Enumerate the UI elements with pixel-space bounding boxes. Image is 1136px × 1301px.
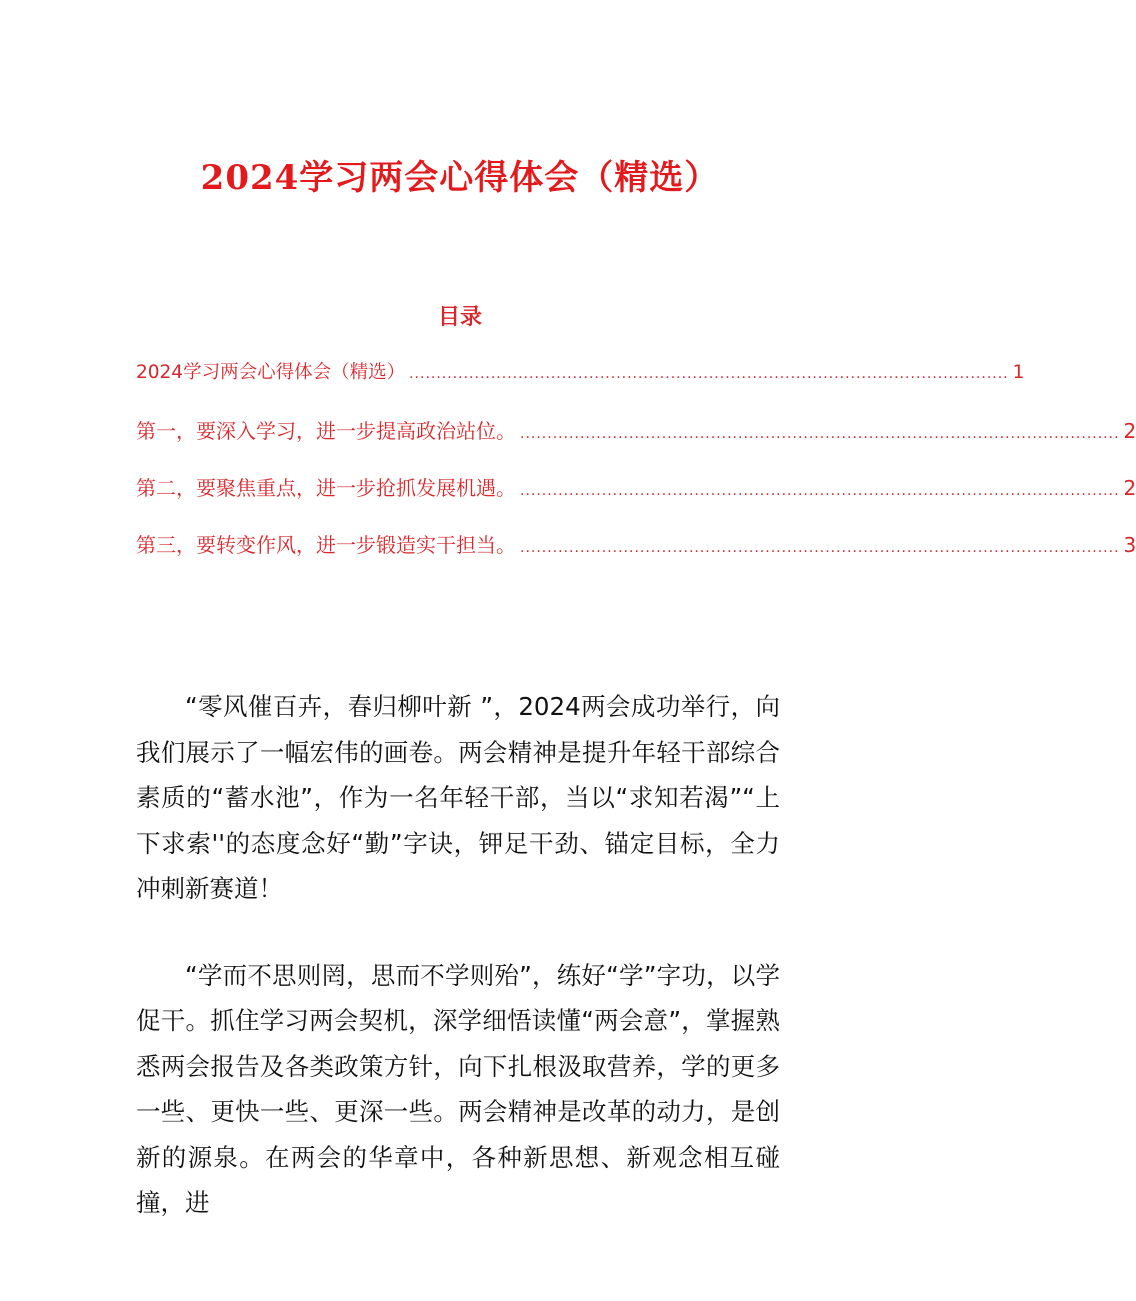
toc-entry[interactable] bbox=[136, 529, 1136, 586]
toc-entry[interactable] bbox=[136, 358, 1025, 415]
body-text bbox=[136, 684, 780, 1267]
table-of-contents bbox=[136, 358, 1136, 586]
toc-entry-page: 1 bbox=[1012, 362, 1025, 383]
document-title: 2024学习两会心得体会（精选） bbox=[200, 158, 720, 198]
toc-leader-dots: .............................................................................................................. bbox=[520, 540, 1120, 556]
toc-entry[interactable] bbox=[136, 472, 1136, 529]
toc-leader-dots: .............................................................................................................. bbox=[409, 366, 1009, 382]
toc-leader-dots: .............................................................................................................. bbox=[520, 426, 1120, 442]
toc-entry-page: 2 bbox=[1123, 476, 1136, 500]
body-paragraph: “零风催百卉，春归柳叶新 ”，2024两会成功举行，向我们展示了一幅宏伟的画卷。两会精神是提升年轻干部综合素质的“蓄水池”，作为一名年轻干部，当以“求知若渴”“上下求索''的态度念好“勤”字诀，钾足干劲、锚定目标，全力冲刺新赛道！ bbox=[136, 692, 780, 903]
toc-entry-page: 2 bbox=[1123, 419, 1136, 443]
toc-leader-dots: .............................................................................................................. bbox=[520, 483, 1120, 499]
toc-entry-label: 第三，要转变作风，进一步锻造实干担当。 bbox=[136, 533, 516, 557]
toc-heading: 目录 bbox=[437, 305, 482, 330]
toc-entry-label: 第一，要深入学习，进一步提高政治站位。 bbox=[136, 419, 516, 443]
toc-entry-page: 3 bbox=[1123, 533, 1136, 557]
toc-entry-label: 2024学习两会心得体会（精选） bbox=[136, 362, 406, 383]
toc-entry[interactable] bbox=[136, 415, 1136, 472]
body-paragraph: “学而不思则罔，思而不学则殆”，练好“学”字功，以学促干。抓住学习两会契机，深学细悟读懂“两会意”，掌握熟悉两会报告及各类政策方针，向下扎根汲取营养，学的更多一些、更快一些、更深一些。两会精神是改革的动力，是创新的源泉。在两会的华章中，各种新思想、新观念相互碰撞，进 bbox=[136, 960, 780, 1217]
toc-entry-label: 第二，要聚焦重点，进一步抢抓发展机遇。 bbox=[136, 476, 516, 500]
